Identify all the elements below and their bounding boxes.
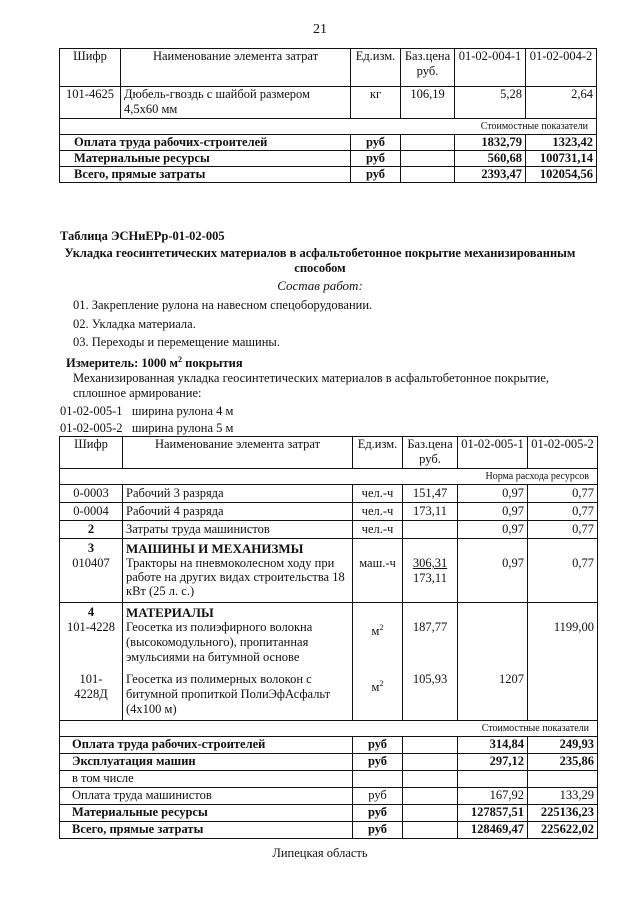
table-row bbox=[60, 87, 597, 119]
table-row bbox=[60, 485, 598, 503]
cost-label: Стоимостные показатели bbox=[60, 119, 597, 135]
total-v1: 128469,47 bbox=[458, 822, 528, 839]
cell-unit bbox=[353, 603, 403, 721]
total-v1: 560,68 bbox=[455, 151, 526, 167]
total-v1: 314,84 bbox=[458, 737, 528, 754]
cell-price: 151,47 bbox=[403, 485, 458, 503]
cell-v1: 0,97 bbox=[458, 485, 528, 503]
machine-price1: 306,31 bbox=[412, 556, 448, 570]
total-row bbox=[60, 822, 598, 839]
table-title: Таблица ЭСНиЕРр-01-02-005 bbox=[60, 229, 225, 243]
page-number: 21 bbox=[313, 22, 327, 37]
total-v2: 225136,23 bbox=[528, 805, 598, 822]
cell-unit: маш.-ч bbox=[353, 539, 403, 603]
header-cipher: Шифр bbox=[60, 437, 123, 469]
unit-sup: 2 bbox=[379, 679, 384, 689]
total-v2: 249,93 bbox=[528, 737, 598, 754]
unit-sup: 2 bbox=[379, 623, 384, 632]
total-label: Оплата труда рабочих-строителей bbox=[60, 737, 353, 754]
description-line1: Механизированная укладка геосинтетических материалов в асфальтобетонное покрытие, bbox=[73, 371, 550, 385]
total-v2: 100731,14 bbox=[526, 151, 597, 167]
unit-base: м bbox=[371, 624, 380, 639]
total-empty bbox=[401, 167, 455, 183]
materials-row bbox=[60, 603, 598, 721]
cell-v2 bbox=[528, 603, 598, 721]
cell-unit: чел.-ч bbox=[353, 521, 403, 539]
material-v1: 1207 bbox=[499, 672, 524, 686]
total-row bbox=[60, 754, 598, 771]
material-cipher: 101-4228Д bbox=[74, 672, 108, 701]
meter-label bbox=[66, 352, 243, 371]
material-v2 bbox=[531, 672, 594, 687]
material-name: Геосетка из полимерных волокон с битумной пропиткой ПолиЭфАсфальт (4х100 м) bbox=[126, 672, 331, 716]
cell-cipher: 0-0004 bbox=[60, 503, 123, 521]
material-unit bbox=[356, 676, 399, 695]
cell-v2: 0,77 bbox=[528, 539, 598, 603]
total-unit bbox=[353, 771, 403, 788]
material-price: 105,93 bbox=[412, 672, 448, 686]
total-v2 bbox=[528, 771, 598, 788]
variant-code: 01-02-005-2 bbox=[60, 421, 123, 435]
table-header-row bbox=[60, 437, 598, 469]
cell-v2: 0,77 bbox=[528, 503, 598, 521]
cell-name: Рабочий 4 разряда bbox=[123, 503, 353, 521]
total-v2: 235,86 bbox=[528, 754, 598, 771]
cell-cipher: 2 bbox=[60, 521, 123, 539]
header-name: Наименование элемента затрат bbox=[123, 437, 353, 469]
cell-v1: 0,97 bbox=[458, 521, 528, 539]
section-heading-line2: способом bbox=[294, 261, 346, 275]
step-item: 01. Закрепление рулона на навесном спецоборудовании. bbox=[73, 298, 373, 312]
total-v2: 1323,42 bbox=[526, 135, 597, 151]
cell-v1: 5,28 bbox=[455, 87, 526, 119]
cell-v1: 0,97 bbox=[458, 503, 528, 521]
cell-cipher: 0-0003 bbox=[60, 485, 123, 503]
norm-label: Норма расхода ресурсов bbox=[60, 469, 598, 485]
total-v2: 133,29 bbox=[528, 788, 598, 805]
cell-price bbox=[403, 521, 458, 539]
header-col1: 01-02-004-1 bbox=[455, 49, 526, 87]
total-unit: руб bbox=[353, 737, 403, 754]
variant-text: ширина рулона 5 м bbox=[131, 421, 234, 435]
material-price: 187,77 bbox=[412, 620, 448, 634]
header-name: Наименование элемента затрат bbox=[121, 49, 351, 87]
norm-label-row bbox=[60, 469, 598, 485]
material-v2: 1199,00 bbox=[553, 620, 594, 634]
total-empty bbox=[403, 754, 458, 771]
total-label: Оплата труда рабочих-строителей bbox=[60, 135, 351, 151]
cell-v2: 0,77 bbox=[528, 521, 598, 539]
cost-label-row bbox=[60, 119, 597, 135]
total-v1: 1832,79 bbox=[455, 135, 526, 151]
unit-base: м bbox=[371, 680, 380, 695]
total-empty bbox=[403, 771, 458, 788]
variant-item bbox=[60, 420, 233, 436]
composition-label: Состав работ: bbox=[277, 278, 363, 293]
cell-unit: чел.-ч bbox=[353, 485, 403, 503]
total-v2: 225622,02 bbox=[528, 822, 598, 839]
cell-price: 173,11 bbox=[403, 503, 458, 521]
cell-name: Рабочий 3 разряда bbox=[123, 485, 353, 503]
total-unit: руб bbox=[351, 167, 401, 183]
cell-v1: 0,97 bbox=[458, 539, 528, 603]
machines-row bbox=[60, 539, 598, 603]
meter-prefix: Измеритель: 1000 м bbox=[66, 356, 179, 371]
total-label: Материальные ресурсы bbox=[60, 805, 353, 822]
footer-region: Липецкая область bbox=[272, 846, 368, 860]
total-row bbox=[60, 771, 598, 788]
step-item: 03. Переходы и перемещение машины. bbox=[73, 335, 280, 349]
total-v1: 167,92 bbox=[458, 788, 528, 805]
total-row bbox=[60, 788, 598, 805]
cost-label: Стоимостные показатели bbox=[60, 721, 598, 737]
total-unit: руб bbox=[353, 822, 403, 839]
total-row bbox=[60, 167, 597, 183]
total-unit: руб bbox=[353, 805, 403, 822]
machine-name: Тракторы на пневмоколесном ходу при работе на других видах строительства 18 кВт (25 л. с.) bbox=[126, 556, 345, 598]
total-label: Эксплуатация машин bbox=[60, 754, 353, 771]
description-line2: сплошное армирование: bbox=[73, 386, 202, 400]
total-unit: руб bbox=[353, 788, 403, 805]
cell-price bbox=[403, 539, 458, 603]
header-base-price: Баз.цена руб. bbox=[403, 437, 458, 469]
material-v1 bbox=[461, 620, 524, 635]
total-empty bbox=[401, 135, 455, 151]
cell-cipher bbox=[60, 603, 123, 721]
total-label: Всего, прямые затраты bbox=[60, 167, 351, 183]
machine-price2: 173,11 bbox=[413, 571, 447, 585]
section-num: 4 bbox=[87, 605, 95, 619]
total-label: Материальные ресурсы bbox=[60, 151, 351, 167]
section-heading-line1: Укладка геосинтетических материалов в асфальтобетонное покрытие механизированным bbox=[64, 246, 576, 260]
cell-v2: 2,64 bbox=[526, 87, 597, 119]
header-col1: 01-02-005-1 bbox=[458, 437, 528, 469]
header-unit: Ед.изм. bbox=[353, 437, 403, 469]
total-row bbox=[60, 737, 598, 754]
cost-label-row bbox=[60, 721, 598, 737]
table-row bbox=[60, 521, 598, 539]
cell-name bbox=[123, 603, 353, 721]
total-unit: руб bbox=[351, 135, 401, 151]
variant-code: 01-02-005-1 bbox=[60, 404, 123, 418]
table-row bbox=[60, 503, 598, 521]
total-label: в том числе bbox=[60, 771, 353, 788]
header-col2: 01-02-004-2 bbox=[526, 49, 597, 87]
total-empty bbox=[403, 737, 458, 754]
meter-suffix: покрытия bbox=[182, 356, 243, 371]
total-v1 bbox=[458, 771, 528, 788]
header-unit: Ед.изм. bbox=[351, 49, 401, 87]
material-cipher: 101-4228 bbox=[67, 620, 115, 634]
cell-unit: чел.-ч bbox=[353, 503, 403, 521]
total-empty bbox=[403, 822, 458, 839]
cell-v1 bbox=[458, 603, 528, 721]
table-header-row bbox=[60, 49, 597, 87]
machine-cipher: 010407 bbox=[72, 556, 110, 570]
total-label: Всего, прямые затраты bbox=[60, 822, 353, 839]
cell-price bbox=[403, 603, 458, 721]
total-unit: руб bbox=[353, 754, 403, 771]
total-v1: 2393,47 bbox=[455, 167, 526, 183]
total-row bbox=[60, 151, 597, 167]
header-cipher: Шифр bbox=[60, 49, 121, 87]
total-empty bbox=[403, 788, 458, 805]
total-unit: руб bbox=[351, 151, 401, 167]
section-title: МАТЕРИАЛЫ bbox=[126, 605, 214, 620]
total-empty bbox=[401, 151, 455, 167]
total-v1: 297,12 bbox=[458, 754, 528, 771]
meter-sup: 2 bbox=[178, 355, 183, 364]
total-label: Оплата труда машинистов bbox=[60, 788, 353, 805]
cell-cipher bbox=[60, 539, 123, 603]
total-v2: 102054,56 bbox=[526, 167, 597, 183]
section-num: 3 bbox=[87, 541, 95, 555]
total-v1: 127857,51 bbox=[458, 805, 528, 822]
section-title: МАШИНЫ И МЕХАНИЗМЫ bbox=[126, 541, 304, 556]
cell-name bbox=[123, 539, 353, 603]
material-name: Геосетка из полиэфирного волокна (высокомодульного), пропитанная эмульсиями на битумной основе bbox=[126, 620, 313, 664]
total-row bbox=[60, 135, 597, 151]
variant-text: ширина рулона 4 м bbox=[131, 404, 234, 418]
total-row bbox=[60, 805, 598, 822]
total-empty bbox=[403, 805, 458, 822]
cell-name: Затраты труда машинистов bbox=[123, 521, 353, 539]
cost-table-005 bbox=[59, 436, 598, 839]
header-col2: 01-02-005-2 bbox=[528, 437, 598, 469]
variant-item bbox=[60, 403, 233, 419]
step-item: 02. Укладка материала. bbox=[73, 317, 196, 331]
cell-v2: 0,77 bbox=[528, 485, 598, 503]
header-base-price: Баз.цена руб. bbox=[401, 49, 455, 87]
material-unit bbox=[356, 620, 399, 639]
cell-cipher: 101-4625 bbox=[60, 87, 121, 119]
cell-name: Дюбель-гвоздь с шайбой размером 4,5х60 мм bbox=[121, 87, 351, 119]
cost-table-004 bbox=[59, 48, 597, 183]
cell-unit: кг bbox=[351, 87, 401, 119]
cell-price: 106,19 bbox=[401, 87, 455, 119]
